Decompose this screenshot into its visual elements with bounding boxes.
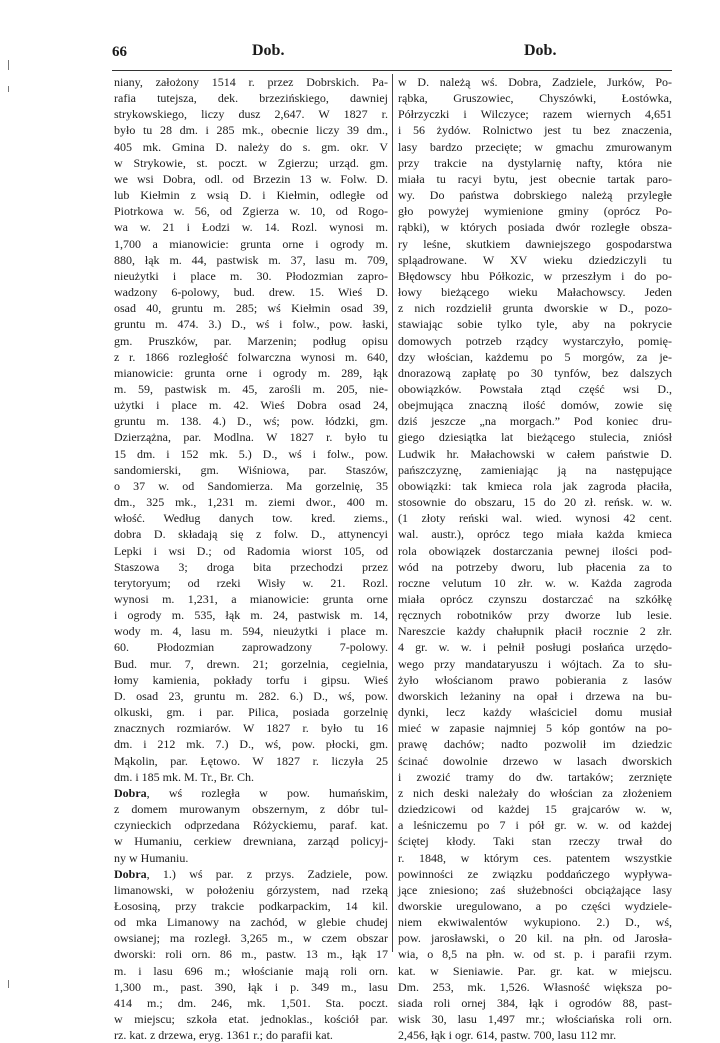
text-line: giego dziesiątka lat bieżącego stulecia, zniósł <box>398 430 672 445</box>
text-line: domowych potrzeb rządcy wystarczyło, pomię- <box>398 333 672 348</box>
text-line: stawiając sobie tylko tyle, aby na pokrycie <box>398 317 672 332</box>
text-line: dworskie uregulowano, a po części wydziele- <box>398 898 672 913</box>
text-line: Dobra, wś rozległa w pow. humańskim, <box>114 785 388 800</box>
text-line: owsianej; ma rozległ. 3,265 m., w czem obszar <box>114 931 388 946</box>
text-line: wynosi m. 1,231, a mianowicie: grunta orne <box>114 592 388 606</box>
text-line: stosownie do obszaru, 15 do 20 zł. reńsk. w. w. <box>398 495 672 510</box>
text-line: ny w Humaniu. <box>114 850 189 865</box>
text-line: Dm. 253, mk. 1,526. Własność większa po- <box>398 979 672 994</box>
text-line: obowiązków. Powstała ztąd część wsi D., <box>398 381 672 396</box>
text-line: limanowski, w położeniu górzystem, nad rzeką <box>114 882 388 897</box>
text-line: ścinać dowolnie drzewo w lasach dworskich <box>398 753 672 768</box>
text-line: obejmująca znaczną ilość domów, zowie się <box>398 398 672 413</box>
page-number: 66 <box>112 44 127 60</box>
column-divider <box>392 74 393 952</box>
text-line: i zwozić tramy do dw. tartaków; zerznięte <box>398 769 672 784</box>
text-line: i 56 żydów. Rolnictwo jest tu bez znaczenia, <box>398 123 672 138</box>
text-line: było tu 28 dm. i 285 mk., obecnie liczy 39 dm., <box>114 123 388 138</box>
text-line: z domem murowanym obszernym, z dóbr tul- <box>114 802 388 817</box>
text-line: w Humaniu, cerkiew drewniana, zarząd policyj- <box>114 834 388 849</box>
text-line: rąbka, Gruszowiec, Chyszówki, Łostówka, <box>398 91 672 106</box>
text-line: o 37 w. od Sandomierza. Ma gorzelnię, 35 <box>114 478 388 493</box>
text-line: Błędowscy hbu Półkozic, w przeszłym i do po- <box>398 268 672 283</box>
text-line: sandomierski, gm. Wiśniowa, par. Staszów, <box>114 462 388 477</box>
text-line: Dzierzążna, par. Modlna. W 1827 r. było tu <box>114 430 388 445</box>
text-line: i ogrody m. 535, łąk m. 24, pastwisk m. 14, <box>114 608 388 623</box>
text-line: olkuski, gm. i par. Pilica, posiada gorzelnię <box>114 705 388 720</box>
text-line: niem ekwiwalentów wykupiono. 2.) D., wś, <box>398 915 672 930</box>
text-line: dziś jeszcze „na morgach.” Pod koniec dru- <box>398 414 672 429</box>
text-line: Bud. mur. 7, drewn. 21; gorzelnia, cegielnia, <box>114 656 388 671</box>
text-line: z nich rozdzielił grunta dworskie w D., pozo- <box>398 301 672 316</box>
text-line: dworskich leżaniny na opał i drzewa na bu- <box>398 688 672 703</box>
text-line: osad 40, gruntu m. 285; wś Kiełmin osad 39, <box>114 301 388 316</box>
text-line: łomy kamienia, pokłady torfu i gipsu. Wieś <box>114 672 388 687</box>
text-line: 1,700 a mianowicie: grunta orne i ogrody m. <box>114 236 388 251</box>
text-line: siada roli ornej 384, łąk i ogrodów 88, past- <box>398 995 672 1010</box>
text-line: m. i lasu 696 m.; włościanie mają roli orn. <box>114 963 388 978</box>
text-line: z r. 1866 rozległość folwarczna wynosi m. 640, <box>114 349 388 364</box>
text-line: dziedzicowi od każdej 15 grajcarów w. w, <box>398 802 672 817</box>
text-line: prawę dachów; nadto pozwolił im dziedzic <box>398 737 672 752</box>
text-line: miała oprócz czynszu dostarczać na szkółkę <box>398 592 672 606</box>
text-line: D. osad 23, gruntu m. 282. 6.) D., wś, pow. <box>114 688 388 703</box>
text-line: r. 1848, w którym ces. patentem wszystkie <box>398 850 672 865</box>
text-line: ściętej kłody. Taki stan rzeczy trwał do <box>398 834 672 849</box>
text-line: pow. jarosławski, o 20 kil. na płn. od Jarosła- <box>398 931 672 946</box>
text-line: 2,456, łąk i ogr. 614, pastw. 700, lasu 112 mr. <box>398 1028 617 1043</box>
text-line: dynki, lecz każdy właściciel domu musiał <box>398 705 672 720</box>
text-line: gruntu m. 474. 3.) D., wś i folw., pow. łaski, <box>114 317 388 332</box>
text-line: łowy bieżącego wieku Małachowscy. Jeden <box>398 285 672 300</box>
text-line: gło powyżej wymienione gminy (oprócz Po- <box>398 204 672 219</box>
text-line: kat. w Sieniawie. Par. gr. kat. w miejscu. <box>398 963 672 978</box>
text-line: użytki i place m. 42. Wieś Dobra osad 24, <box>114 398 388 413</box>
left-running-head: Dob. <box>252 42 285 59</box>
text-line: wadzony 6-polowy, bud. drew. 15. Wieś D. <box>114 285 388 300</box>
text-line: lasy bardzo przecięte; w gmachu zmurowanym <box>398 139 672 154</box>
text-line: 414 m.; dm. 246, mk. 1,501. Sta. poczt. <box>114 995 388 1010</box>
text-line: miała tu racyi bytu, jest obecnie tartak paro- <box>398 171 672 186</box>
text-line: Piotrkowa w. 56, od Zgierza w. 10, od Rogo- <box>114 204 388 219</box>
text-line: w Strykowie, st. poczt. w Zgierzu; urząd. gm. <box>114 155 388 170</box>
text-line: 60. Płodozmian zaprowadzony 7-polowy. <box>114 640 388 655</box>
text-line: gruntu m. 138. 4.) D., wś; pow. łódzki, gm. <box>114 414 388 429</box>
page-edge-marks <box>8 0 14 1016</box>
text-line: ręcznych robotników przy dworze lub lesie. <box>398 608 672 623</box>
text-line: mieć w zapasie najmniej 5 kóp gontów na po- <box>398 721 672 736</box>
text-line: 4 gr. w. w. i pełnił posługi posłańca urzędo- <box>398 640 672 655</box>
text-line: spląadrowane. W XV wieku dziedziczyli tu <box>398 252 672 267</box>
text-line: dworski: roli orn. 86 m., pastw. 13 m., łąk 17 <box>114 947 388 962</box>
left-text-column <box>114 74 388 1043</box>
text-line: wody m. 4, lasu m. 594, nieużytki i place m. <box>114 624 388 639</box>
text-line: Półrzyczki i Wilczyce; razem wiernych 4,651 <box>398 107 672 122</box>
text-line: przy trakcie na dystylarnię nafty, która nie <box>398 155 672 170</box>
text-line: obowiązki: tak kmieca rola jak zagroda płaciła, <box>398 478 672 493</box>
text-line: dm. i 185 mk. M. Tr., Br. Ch. <box>114 769 255 784</box>
text-line: 1,300 m., past. 390, łąk i p. 349 m., lasu <box>114 979 388 994</box>
text-line: Ludwik hr. Małachowski w całem państwie D. <box>398 446 672 461</box>
text-line: powinności ze związku poddańczego wypływa- <box>398 866 672 881</box>
text-line: w D. należą wś. Dobra, Zadziele, Jurków, Po- <box>398 75 672 89</box>
text-line: znacznych rozmiarów. W 1827 r. było tu 16 <box>114 721 388 736</box>
text-line: Mąkolin, par. Łętowo. W 1827 r. liczyła 25 <box>114 753 388 768</box>
text-line: mianowicie: grunta orne i ogrody m. 289, łąk <box>114 365 388 380</box>
text-line: 15 dm. i 152 mk. 5.) D., wś i folw., pow. <box>114 446 388 461</box>
text-line: rz. kat. z drzewa, eryg. 1361 r.; do parafii kat. <box>114 1028 333 1043</box>
text-line: wisk 30, lasu 1,497 mr.; włościańska roli orn. <box>398 1012 672 1027</box>
text-line: wód na potrzeby dworu, lub płacenia za to <box>398 559 672 574</box>
text-line: pańszczyznę, zamieniając ją na następujące <box>398 462 672 477</box>
text-line: niany, założony 1514 r. przez Dobrskich. Pa- <box>114 75 388 89</box>
page-header <box>112 40 672 68</box>
right-running-head: Dob. <box>524 42 557 59</box>
text-line: rąbki), w których posiada dwór rozległe obsza- <box>398 220 672 235</box>
header-rule <box>112 70 672 71</box>
text-line: wal. austr.), oprócz tego miała każda kmieca <box>398 527 672 542</box>
text-line: Staszowa 3; droga bita przechodzi przez <box>114 559 388 574</box>
text-line: jące zniesiono; zaś służebności obciążające lasy <box>398 882 672 897</box>
text-line: rafia tutejsza, dek. brzezińskiego, dawniej <box>114 91 388 106</box>
text-line: 405 mk. Gmina D. należy do s. gm. okr. V <box>114 139 388 154</box>
text-line: a leśniczemu po 7 i pół gr. w. w. od każdej <box>398 818 672 833</box>
text-line: dzy włościan, każdemu po 5 morgów, za je- <box>398 349 672 364</box>
text-line: wa w. 21 i Łodzi w. 14. Rozl. wynosi m. <box>114 220 388 235</box>
text-line: od mka Limanowy na zachód, w glebie chudej <box>114 915 388 930</box>
text-line: wy. Do państwa dobrskiego należą przyległe <box>398 188 672 203</box>
text-line: dobra D. składają się z folw. D., attynencyi <box>114 527 388 542</box>
text-line: Lepki i wsi D.; od Radomia wiorst 105, od <box>114 543 388 558</box>
text-line: Nareszcie każdy chałupnik płacił rocznie 2 złr. <box>398 624 672 639</box>
text-line: gm. Pruszków, par. Marzenin; podług opisu <box>114 333 388 348</box>
text-line: strykowskiego, liczy dusz 2,647. W 1827 r. <box>114 107 388 122</box>
text-line: z nich deski należały do włościan za złożeniem <box>398 785 672 800</box>
text-line: rola obowiązek dostarczania pewnej ilości pod- <box>398 543 672 558</box>
text-line: terytoryum; od rzeki Wisły w. 21. Rozl. <box>114 575 388 590</box>
text-line: 880, łąk m. 44, pastwisk m. 37, lasu m. 709, <box>114 252 388 267</box>
text-line: nieużytki i place m. 30. Płodozmian zapro- <box>114 268 388 283</box>
text-line: wego przy mandataryuszu i wójtach. Za to słu- <box>398 656 672 671</box>
text-line: (1 złoty reński wal. wied. wynosi 42 cent. <box>398 511 672 526</box>
text-line: wia, o 8,5 na płn. w. od st. p. i parafii rzym. <box>398 947 672 962</box>
text-line: włość. Według danych tow. kred. ziems., <box>114 511 388 526</box>
text-line: Dobra, 1.) wś par. z przys. Zadziele, pow. <box>114 866 388 881</box>
text-line: w miejscu; szkoła etat. jednoklas., kościół par. <box>114 1012 388 1027</box>
text-line: żyło włościanom prawo pobierania z lasów <box>398 672 672 687</box>
text-line: we wsi Dobra, odl. od Brzezin 13 w. Folw. D. <box>114 171 388 186</box>
text-line: m. 59, pastwisk m. 45, zarośli m. 205, nie- <box>114 381 388 396</box>
text-line: czynieckich odprzedana Różyckiemu, paraf. kat. <box>114 818 388 833</box>
text-line: dnorazową zapłatę po 30 tynfów, bez dalszych <box>398 365 672 380</box>
text-line: ry leśne, skutkiem dawniejszego gospodarstwa <box>398 236 672 251</box>
right-text-column <box>398 74 672 1043</box>
text-line: Łososiną, przy trakcie podkarpackim, 14 kil. <box>114 898 388 913</box>
text-line: dm., 325 mk., 1,231 m. ziemi dwor., 400 m. <box>114 495 388 510</box>
text-line: dm. i 212 mk. 7.) D., wś, pow. płocki, gm. <box>114 737 388 752</box>
text-line: lub Kiełmin z wsią D. i Kiełmin, odległe od <box>114 188 388 203</box>
text-line: roczne velutum 10 złr. w. w. Każda zagroda <box>398 575 672 590</box>
